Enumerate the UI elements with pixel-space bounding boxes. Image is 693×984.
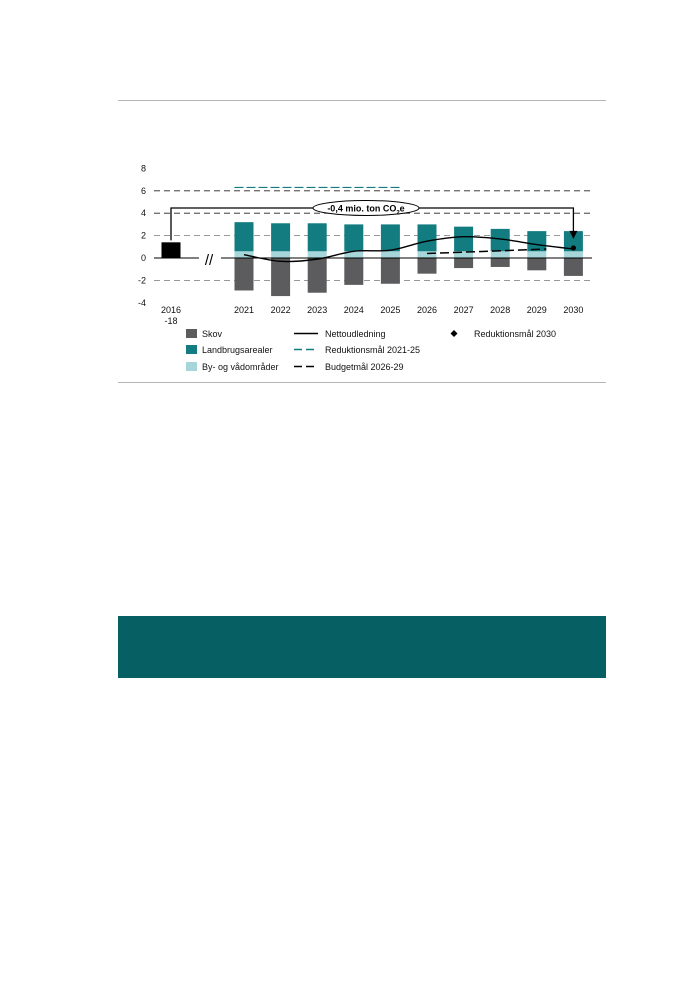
x-tick-label-2027: 2027 <box>453 305 474 315</box>
y-tick-label: 2 <box>140 230 146 241</box>
bar-by-og-vadomrader-2023 <box>308 251 327 258</box>
bar-skov-2022 <box>271 258 290 296</box>
bar-by-og-vadomrader-2030 <box>564 251 583 258</box>
bar-by-og-vadomrader-2026 <box>418 251 437 258</box>
bar-landbrugsarealer-2022 <box>271 223 290 251</box>
legend-item <box>186 329 223 339</box>
bar-skov-2026 <box>418 258 437 274</box>
bar-landbrugsarealer-2021 <box>235 222 254 251</box>
legend <box>186 329 556 372</box>
legend-label: Skov <box>202 329 223 339</box>
y-tick-label: 4 <box>140 208 146 219</box>
x-tick-label-2030: 2030 <box>563 305 584 315</box>
x-tick-label-baseline: 2016 <box>160 305 182 315</box>
y-tick-label: -2 <box>137 275 146 286</box>
annotation-text: -0,4 mio. ton $CO_2e$ <box>327 203 405 217</box>
y-tick-label: 8 <box>140 163 146 174</box>
bar-skov-2029 <box>527 258 546 270</box>
legend-swatch <box>186 345 197 354</box>
point-reduktionsmal-2030 <box>571 245 576 250</box>
annotation <box>171 201 577 241</box>
legend-label: Nettoudledning <box>325 329 386 339</box>
legend-label: Reduktionsmål 2021-25 <box>325 345 421 355</box>
bar-skov-2027 <box>454 258 473 268</box>
legend-item <box>294 345 420 355</box>
bar-baseline-2016-18 <box>162 242 181 258</box>
bar-landbrugsarealer-2024 <box>344 224 363 251</box>
legend-item <box>294 362 404 372</box>
legend-swatch <box>186 329 197 338</box>
bar-skov-2030 <box>564 258 583 276</box>
y-tick-label: -4 <box>137 297 146 308</box>
bar-landbrugsarealer-2026 <box>418 224 437 251</box>
legend-label: By- og vådområder <box>202 362 279 372</box>
legend-item <box>294 329 386 339</box>
legend-item <box>451 329 557 339</box>
y-tick-label: 6 <box>140 185 146 196</box>
axis-break: // <box>204 252 214 269</box>
legend-item <box>186 345 273 355</box>
x-tick-label-2026: 2026 <box>416 305 438 315</box>
x-tick-label-2023: 2023 <box>307 305 328 315</box>
x-tick-label-2029: 2029 <box>526 305 547 315</box>
zero-axis <box>154 252 592 269</box>
bar-skov-2023 <box>308 258 327 293</box>
legend-item <box>186 362 279 372</box>
emissions-chart <box>0 0 693 400</box>
legend-swatch <box>186 362 197 371</box>
bottom-rule <box>118 382 606 383</box>
legend-diamond-marker <box>451 330 458 337</box>
x-tick-label-2022: 2022 <box>270 305 291 315</box>
bar-landbrugsarealer-2029 <box>527 231 546 251</box>
teal-banner <box>118 616 606 678</box>
bar-landbrugsarealer-2023 <box>308 223 327 251</box>
x-axis-ticks <box>161 305 583 326</box>
bar-skov-2024 <box>344 258 363 285</box>
x-tick-label-2021: 2021 <box>233 305 255 315</box>
bar-by-og-vadomrader-2029 <box>527 251 546 258</box>
legend-label: Reduktionsmål 2030 <box>474 329 557 339</box>
bar-by-og-vadomrader-2028 <box>491 251 510 258</box>
x-tick-label-2024: 2024 <box>343 305 364 315</box>
y-tick-label: 0 <box>140 253 146 263</box>
legend-label: Landbrugsarealer <box>202 345 273 355</box>
bar-skov-2028 <box>491 258 510 267</box>
x-tick-label-baseline-line2: -18 <box>164 316 178 326</box>
bars <box>162 222 583 296</box>
bar-skov-2025 <box>381 258 400 284</box>
bar-skov-2021 <box>235 258 254 290</box>
x-tick-label-2025: 2025 <box>380 305 401 315</box>
legend-label: Budgetmål 2026-29 <box>325 362 404 372</box>
bar-by-og-vadomrader-2022 <box>271 251 290 258</box>
y-axis-ticks <box>138 163 146 307</box>
x-tick-label-2028: 2028 <box>490 305 511 315</box>
bar-landbrugsarealer-2025 <box>381 224 400 251</box>
bar-landbrugsarealer-2027 <box>454 227 473 252</box>
bar-by-og-vadomrader-2025 <box>381 251 400 258</box>
